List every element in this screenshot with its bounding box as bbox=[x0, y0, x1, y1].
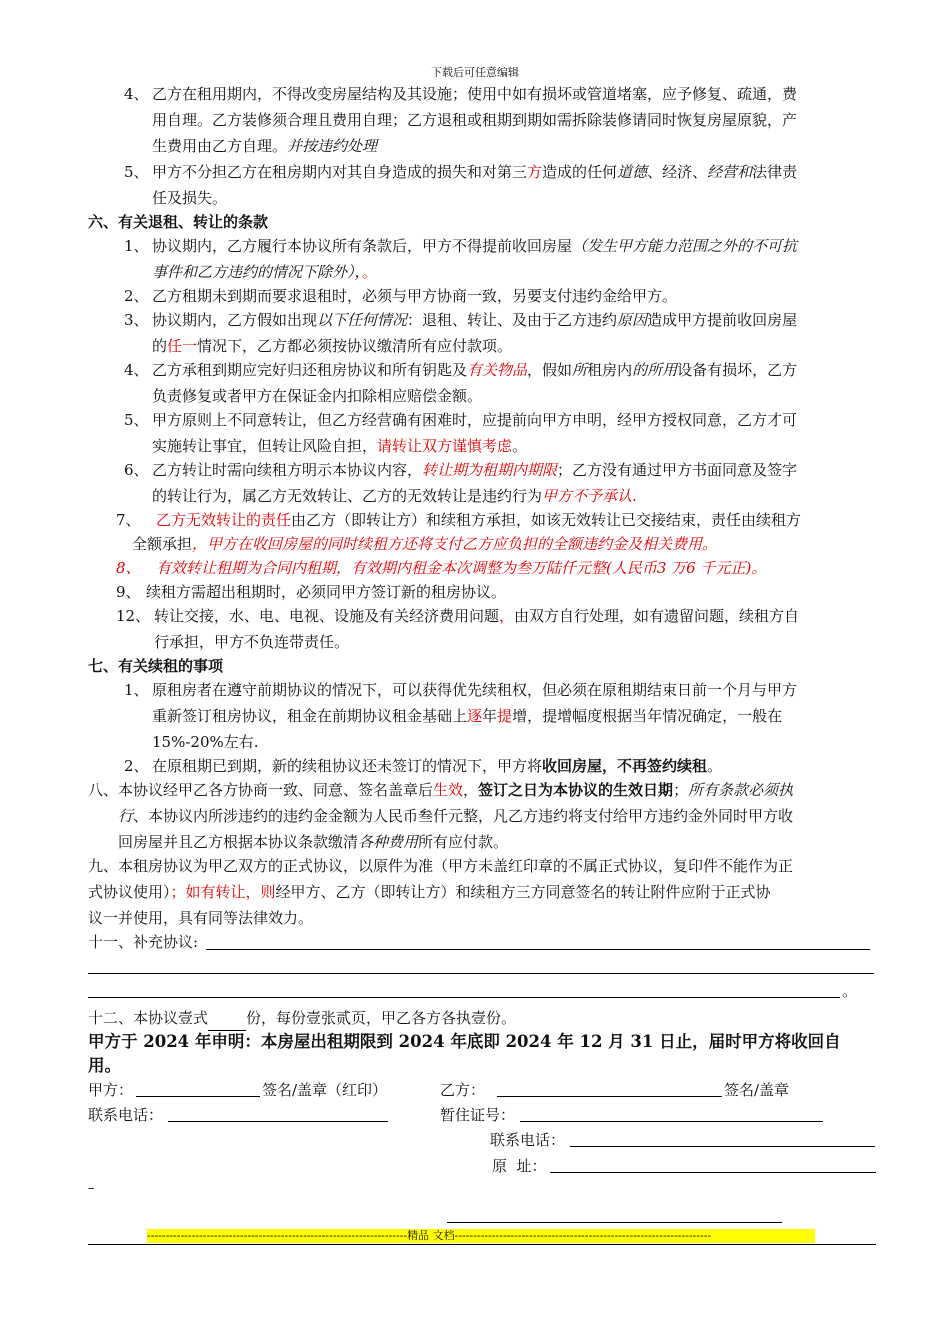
phone-b-label: 联系电话： bbox=[490, 1131, 566, 1149]
item-number: 2、 bbox=[124, 757, 149, 775]
clause-text: 八、本协议经甲乙各方协商一致、同意、签名盖章后生效，签订之日为本协议的生效日期；所有条款必须执 bbox=[88, 781, 794, 799]
item-text: 重新签订租房协议，租金在前期协议租金基础上逐年提增，提增幅度根据当年情况确定，一般在 bbox=[152, 707, 783, 725]
item-text: 15%-20%左右. bbox=[152, 733, 259, 751]
item-number: 4、 bbox=[124, 85, 149, 103]
item-text: 全额承担，甲方在收回房屋的同时续租方还将支付乙方应负担的全额违约金及相关费用。 bbox=[132, 535, 718, 553]
item-number: 4、 bbox=[124, 361, 149, 379]
item-number: 12、 bbox=[116, 607, 151, 625]
item-text: 生费用由乙方自理。并按违约处理 bbox=[152, 137, 378, 155]
item-text: 在原租期已到期，新的续租协议还未签订的情况下，甲方将收回房屋，不再签约续租。 bbox=[152, 757, 723, 775]
party-a-field[interactable] bbox=[136, 1096, 260, 1097]
party-a-label: 甲方： bbox=[88, 1081, 134, 1099]
clause-text: 回房屋并且乙方根据本协议条款缴清各种费用所有应付款。 bbox=[118, 833, 509, 851]
item-number: 9、 bbox=[116, 583, 141, 601]
clause-text: 议一并使用，具有同等法律效力。 bbox=[88, 909, 314, 927]
item-number: 3、 bbox=[124, 311, 149, 329]
item-text: 续租方需超出租期时，必须同甲方签订新的租房协议。 bbox=[146, 583, 507, 601]
item-text: 乙方无效转让的责任由乙方（即转让方）和续租方承担，如该无效转让已交接结束，责任由续租方 bbox=[156, 511, 802, 529]
item-number: 5、 bbox=[124, 411, 149, 429]
clause-text: 十二、本协议壹式 份，每份壹张贰页，甲乙各方各执壹份。 bbox=[88, 1005, 516, 1031]
declaration: 甲方于 2024 年申明：本房屋出租期限到 2024 年底即 2024 年 12 月 31 日止，届时甲方将收回自 bbox=[88, 1032, 841, 1051]
supplement-line[interactable] bbox=[88, 997, 840, 998]
footer-dash: – bbox=[88, 1181, 95, 1196]
clause-text: 行、本协议内所涉违约的违约金金额为人民币叁仟元整，凡乙方违约将支付给甲方违约金外同时甲方收 bbox=[118, 807, 794, 825]
item-number: 2、 bbox=[124, 287, 149, 305]
party-b-sign: 签名/盖章 bbox=[724, 1081, 790, 1099]
item-text: 事件和乙方违约的情况下除外），。 bbox=[152, 263, 378, 281]
item-text: 的转让行为，属乙方无效转让、乙方的无效转让是违约行为甲方不予承认. bbox=[152, 487, 637, 505]
item-number: 1、 bbox=[124, 681, 149, 699]
item-number: 6、 bbox=[124, 461, 149, 479]
phone-a-field[interactable] bbox=[168, 1121, 388, 1122]
section-heading: 七、有关续租的事项 bbox=[88, 657, 224, 675]
item-text: 甲方不分担乙方在租房期内对其自身造成的损失和对第三方造成的任何道德、经济、经营和法律责 bbox=[152, 163, 798, 181]
party-b-label: 乙方： bbox=[440, 1081, 486, 1099]
clause-text: 式协议使用）；如有转让，则经甲方、乙方（即转让方）和续租方三方同意签名的转让附件应附于正式协 bbox=[88, 883, 771, 901]
item-text: 有效转让租期为合同内租期，有效期内租金本次调整为叁万陆仟元整(人民币3 万6 千元正)。 bbox=[156, 559, 767, 577]
item-number: 5、 bbox=[124, 163, 149, 181]
item-text: 行承担，甲方不负连带责任。 bbox=[154, 633, 350, 651]
section-heading: 六、有关退租、转让的条款 bbox=[88, 213, 269, 231]
footer-rule bbox=[88, 1244, 876, 1245]
party-a-sign: 签名/盖章（红印） bbox=[262, 1081, 388, 1099]
supplement-line[interactable] bbox=[206, 949, 870, 950]
copies-blank[interactable] bbox=[208, 1011, 246, 1031]
item-number: 8、 bbox=[116, 559, 141, 577]
item-text: 协议期内，乙方假如出现以下任何情况：退租、转让、及由于乙方违约原因造成甲方提前收回房屋 bbox=[152, 311, 798, 329]
item-text: 乙方承租到期应完好归还租房协议和所有钥匙及有关物品，假如所租房内的所用设备有损坏，乙方 bbox=[152, 361, 798, 379]
item-text: 乙方在租用期内，不得改变房屋结构及其设施；使用中如有损坏或管道堵塞，应予修复、疏通，费 bbox=[152, 85, 798, 103]
item-text: 负责修复或者甲方在保证金内扣除相应赔偿金额。 bbox=[152, 387, 483, 405]
supplement-label: 十一、补充协议: bbox=[88, 933, 199, 951]
item-text: 乙方租期未到期而要求退租时，必须与甲方协商一致，另要支付违约金给甲方。 bbox=[152, 287, 678, 305]
page-header: 下载后可任意编辑 bbox=[431, 66, 519, 79]
item-text: 协议期内，乙方履行本协议所有条款后，甲方不得提前收回房屋（发生甲方能力范围之外的不可抗 bbox=[152, 237, 798, 255]
phone-b-field[interactable] bbox=[570, 1146, 875, 1147]
item-text: 任及损失。 bbox=[152, 189, 228, 207]
address-field[interactable] bbox=[550, 1172, 876, 1173]
item-text: 实施转让事宜，但转让风险自担，请转让双方谨慎考虑。 bbox=[152, 437, 528, 455]
item-text: 转让交接，水、电、电视、设施及有关经济费用问题，由双方自行处理，如有遗留问题，续租方自 bbox=[154, 607, 800, 625]
permit-label: 暂住证号： bbox=[440, 1106, 516, 1124]
item-text: 用自理。乙方装修须合理且费用自理；乙方退租或租期到期如需拆除装修请同时恢复房屋原貌，产 bbox=[152, 111, 798, 129]
item-number: 1、 bbox=[124, 237, 149, 255]
supplement-end: 。 bbox=[842, 982, 858, 1000]
footer-line bbox=[447, 1222, 782, 1223]
footer-bar: ----------------------------------------------------------------------精品 文档--------------------------------------------------------------------- bbox=[147, 1229, 815, 1243]
party-b-field[interactable] bbox=[497, 1096, 722, 1097]
address-label: 原 址： bbox=[492, 1157, 547, 1175]
permit-field[interactable] bbox=[520, 1121, 823, 1122]
phone-a-label: 联系电话： bbox=[88, 1106, 164, 1124]
clause-text: 九、本租房协议为甲乙双方的正式协议，以原件为准（甲方未盖红印章的不属正式协议，复印件不能作为正 bbox=[88, 857, 794, 875]
item-text: 原租房者在遵守前期协议的情况下，可以获得优先续租权，但必须在原租期结束日前一个月与甲方 bbox=[152, 681, 798, 699]
item-text: 的任一情况下，乙方都必须按协议缴清所有应付款项。 bbox=[152, 337, 513, 355]
supplement-line[interactable] bbox=[88, 973, 874, 974]
declaration: 用。 bbox=[88, 1056, 121, 1075]
item-text: 甲方原则上不同意转让，但乙方经营确有困难时，应提前向甲方申明，经甲方授权同意，乙方才可 bbox=[152, 411, 798, 429]
item-text: 乙方转让时需向续租方明示本协议内容，转让期为租期内期限；乙方没有通过甲方书面同意及签字 bbox=[152, 461, 798, 479]
item-number: 7、 bbox=[116, 511, 141, 529]
